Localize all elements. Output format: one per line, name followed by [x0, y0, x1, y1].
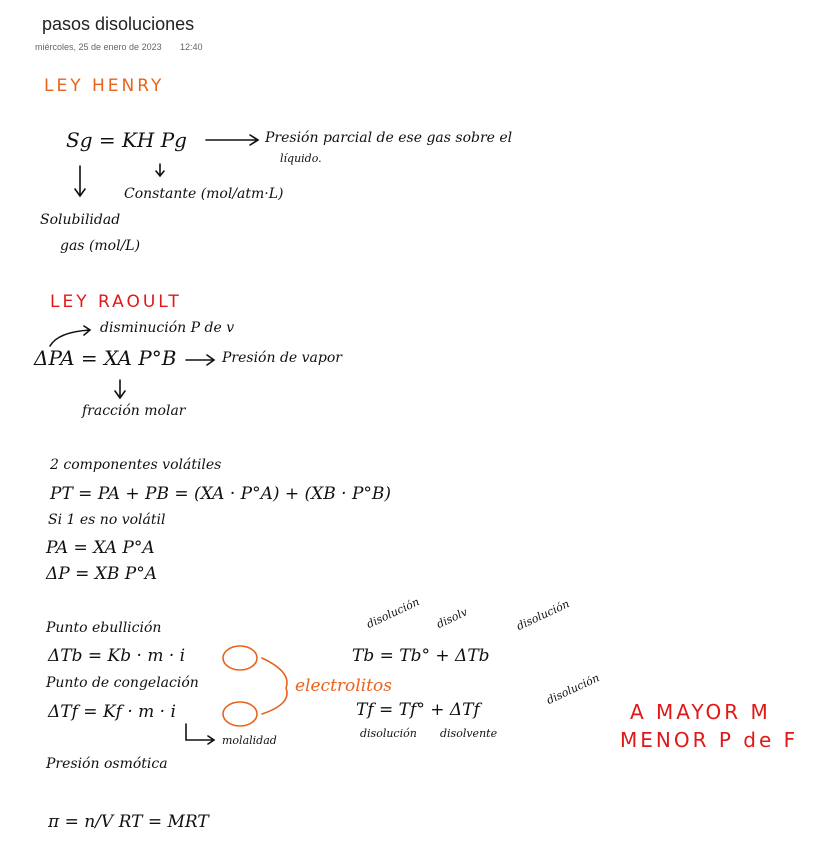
henry-liquid-label: líquido. — [280, 152, 322, 165]
electrolytes-label: electrolitos — [295, 676, 392, 696]
henry-heading: LEY HENRY — [44, 76, 165, 96]
freezing-equation: ΔTf = Kf · m · i — [48, 702, 176, 722]
henry-solubility-unit: gas (mol/L) — [60, 238, 141, 254]
boiling-i-circle — [223, 646, 257, 670]
osmotic-heading: Presión osmótica — [46, 756, 168, 772]
raoult-two-components: 2 componentes volátiles — [50, 457, 222, 473]
page-title: pasos disoluciones — [42, 14, 195, 34]
tf-disolucion-label: disolución — [544, 671, 602, 707]
raoult-pa: PA = XA P°A — [46, 538, 155, 558]
boiling-heading: Punto ebullición — [46, 620, 162, 636]
henry-formula: Sg = KH Pg — [66, 128, 187, 152]
henry-solubility: Solubilidad — [40, 212, 121, 228]
osmotic-equation: π = n/V RT = MRT — [48, 812, 209, 832]
raoult-if-one: Si 1 es no volátil — [48, 512, 166, 528]
note-line-1: A MAYOR M — [630, 700, 771, 724]
kh-down-arrow — [156, 164, 164, 176]
raoult-curve-arrow — [50, 326, 90, 346]
note-line-2: MENOR P de F — [620, 728, 799, 752]
raoult-molar-fraction: fracción molar — [82, 403, 186, 419]
raoult-right-arrow — [186, 355, 214, 365]
freezing-i-circle — [223, 702, 257, 726]
henry-right-arrow — [206, 135, 258, 145]
tb-disolucion-label: disolución — [364, 595, 422, 631]
raoult-heading: LEY RAOULT — [50, 292, 182, 312]
raoult-total-pressure: PT = PA + PB = (XA · P°A) + (XB · P°B) — [50, 484, 392, 504]
sg-down-arrow — [75, 166, 85, 196]
molality-hook-arrow — [186, 724, 214, 744]
page-time: 12:40 — [180, 42, 203, 52]
henry-pressure-label: Presión parcial de ese gas sobre el — [265, 130, 513, 146]
tb-disolucion-label-2: disolución — [514, 597, 572, 633]
tb-equation: Tb = Tb° + ΔTb — [352, 646, 490, 666]
tf-disolvente-under: disolvente — [440, 727, 498, 740]
tb-disolv-label: disolv — [434, 605, 470, 631]
tf-disolucion-under: disolución — [360, 727, 417, 740]
raoult-vapor: Presión de vapor — [222, 350, 342, 366]
freezing-heading: Punto de congelación — [46, 675, 199, 691]
raoult-formula: ΔPA = XA P°B — [34, 346, 177, 370]
molality-label: molalidad — [222, 734, 277, 747]
electrolytes-bracket — [262, 658, 287, 714]
raoult-dp: ΔP = XB P°A — [46, 564, 157, 584]
xa-down-arrow — [115, 380, 125, 398]
raoult-decrease: disminución P de v — [100, 320, 235, 336]
boiling-equation: ΔTb = Kb · m · i — [48, 646, 186, 666]
henry-constant: Constante (mol/atm·L) — [124, 186, 284, 202]
tf-equation: Tf = Tf° + ΔTf — [356, 700, 480, 720]
page-date: miércoles, 25 de enero de 2023 — [35, 42, 162, 52]
